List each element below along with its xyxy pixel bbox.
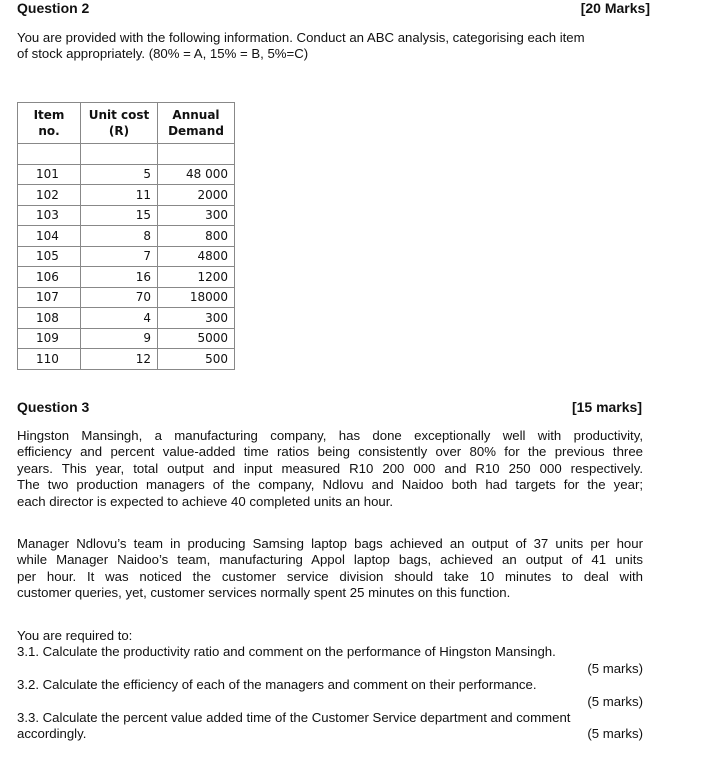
paragraph-line: per hour. It was noticed the customer service division should take 10 minutes to deal with (17, 568, 643, 584)
paragraph-line: customer queries, yet, customer services normally spent 25 minutes on this function. (17, 585, 511, 601)
intro-line: of stock appropriately. (80% = A, 15% = B, 5%=C) (17, 46, 309, 62)
stock-table (17, 102, 235, 370)
table-row: 103 15 300 (18, 205, 235, 226)
task-3-2-text: 3.2. Calculate the efficiency of each of the managers and comment on their performance. (17, 677, 537, 693)
paragraph-line: years. This year, total output and input measured R10 200 000 and R10 250 000 respectively. (17, 460, 643, 476)
task-3-2-marks: (5 marks) (587, 693, 643, 709)
table-row: 108 4 300 (18, 308, 235, 329)
table-row: 104 8 800 (18, 226, 235, 247)
paragraph-line: efficiency and percent value-added time ratios being consistently over 80% for the previous three (17, 444, 643, 460)
task-3-1-text: 3.1. Calculate the productivity ratio and comment on the performance of Hingston Mansingh. (17, 644, 556, 660)
table-row: 102 11 2000 (18, 185, 235, 206)
question-2-heading: Question 2 (17, 0, 90, 16)
question-3-paragraph-2 (17, 536, 643, 602)
table-row: 105 7 4800 (18, 246, 235, 267)
question-3-heading: Question 3 (17, 399, 90, 415)
header-unit-cost: Unit cost (R) (81, 103, 158, 144)
header-item-no: Item no. (18, 103, 81, 144)
table-row: 110 12 500 (18, 349, 235, 370)
table-row: 107 70 18000 (18, 287, 235, 308)
paragraph-line: while Manager Naidoo’s team, manufacturing Appol laptop bags, achieved an output of 41 units (17, 552, 643, 568)
paragraph-line: each director is expected to achieve 40 completed units an hour. (17, 493, 394, 509)
question-3-paragraph-1 (17, 428, 643, 510)
intro-line: You are provided with the following information. Conduct an ABC analysis, categorising each item (17, 30, 585, 45)
table-row: 109 9 5000 (18, 328, 235, 349)
question-2-intro (17, 30, 647, 63)
required-intro: You are required to: (17, 628, 133, 643)
task-3-1-marks: (5 marks) (587, 660, 643, 676)
task-3-3-text-continued: accordingly. (17, 726, 87, 742)
table-row: 106 16 1200 (18, 267, 235, 288)
paragraph-line: The two production managers of the company, Ndlovu and Naidoo both had targets for the year; (17, 477, 643, 493)
question-3-marks: [15 marks] (571, 399, 642, 415)
task-3-3-marks: (5 marks) (587, 726, 643, 742)
task-3-3-last-line (17, 726, 643, 742)
question-2-marks: [20 Marks] (580, 0, 650, 16)
table-spacer-row (18, 144, 235, 165)
task-3-3-text: 3.3. Calculate the percent value added time of the Customer Service department and comment (17, 710, 571, 726)
paragraph-line: Manager Ndlovu’s team in producing Samsing laptop bags achieved an output of 37 units per hour (17, 536, 643, 551)
header-annual-demand: Annual Demand (158, 103, 235, 144)
paragraph-line: Hingston Mansingh, a manufacturing company, has done exceptionally well with productivity, (17, 428, 643, 443)
required-section (17, 628, 643, 743)
table-header-row (18, 103, 235, 144)
table-row: 101 5 48 000 (18, 164, 235, 185)
